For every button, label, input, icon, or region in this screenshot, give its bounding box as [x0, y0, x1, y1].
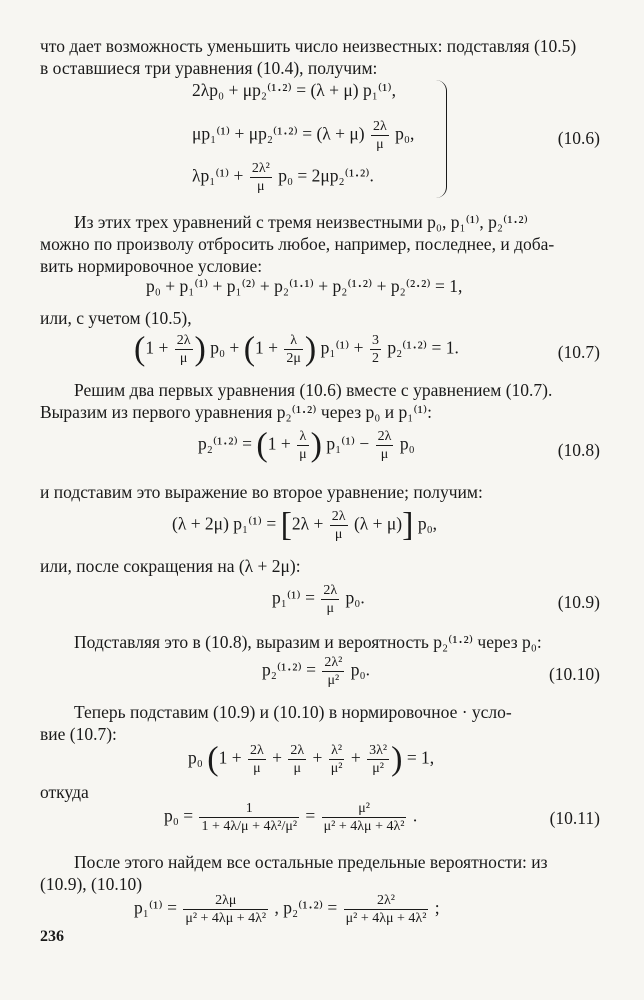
normalization-condition: p₀ + p₁⁽¹⁾ + p₁⁽²⁾ + p₂⁽¹·¹⁾ + p₂⁽¹·²⁾ + p₂⁽²·²⁾ = 1, [146, 276, 463, 296]
paren: ( [207, 740, 219, 778]
equation-10-10 [262, 654, 370, 689]
denominator: μ [376, 137, 384, 152]
text-line: Решим два первых уравнения (10.6) вместе с уравнением (10.7). [74, 380, 553, 400]
page-number: 236 [40, 928, 64, 945]
equation-number: (10.9) [557, 592, 600, 612]
fraction [371, 118, 389, 153]
eq-part: p₂⁽¹·²⁾ = [262, 659, 317, 680]
equation-10-6-c [192, 160, 374, 195]
fraction [330, 508, 348, 543]
numerator: 2λ² [251, 161, 270, 176]
denominator: μ [326, 601, 334, 616]
eq-part: = [305, 805, 316, 826]
equation-final [134, 892, 440, 927]
numerator: 2λμ [183, 892, 268, 910]
equation-10-9 [272, 582, 365, 617]
text-line: или, после сокращения на (λ + 2μ): [40, 556, 301, 576]
eq-part: ; [434, 897, 440, 918]
text-line: Из этих трех уравнений с тремя неизвестными p₀, p₁⁽¹⁾, p₂⁽¹·²⁾ [74, 212, 528, 232]
bracket: ] [402, 506, 414, 544]
denominator: μ [334, 527, 343, 542]
equation-10-7 [134, 332, 459, 367]
text-line: вить нормировочное условие: [40, 256, 263, 276]
denominator: 1 + 4λ/μ + 4λ²/μ² [201, 819, 298, 834]
text-line: что дает возможность уменьшить число неизвестных: подставляя (10.5) [40, 36, 577, 56]
eq-part: (λ + μ) [353, 513, 403, 534]
fraction [183, 892, 268, 927]
equation-10-6-a: 2λp₀ + μp₂⁽¹·²⁾ = (λ + μ) p₁⁽¹⁾, [192, 80, 397, 100]
fraction [376, 428, 394, 463]
eq-part: = 1, [406, 747, 435, 768]
fraction [367, 742, 389, 777]
numerator: 1 [199, 800, 299, 818]
paren: ) [194, 330, 206, 368]
eq-part: 1 + [145, 337, 169, 358]
eq-part: p₀, [395, 123, 415, 144]
eq-part: 1 + [267, 433, 291, 454]
denominator: 2μ [286, 351, 301, 366]
eq-part: p₂⁽¹·²⁾ = 1. [387, 337, 459, 358]
eq-part: 2λ + [291, 513, 324, 534]
eq-part: (λ + 2μ) p₁⁽¹⁾ = [172, 513, 277, 534]
equation-10-8 [198, 428, 415, 463]
text-line: откуда [40, 782, 89, 802]
eq-part: . [412, 805, 418, 826]
paren: ( [134, 330, 146, 368]
numerator: 2λ [290, 743, 305, 758]
eq-part: p₀ = 2μp₂⁽¹·²⁾. [278, 165, 374, 186]
numerator: λ² [329, 742, 345, 760]
text-line: Подставляя это в (10.8), выразим и вероятность p₂⁽¹·²⁾ через p₀: [74, 632, 542, 652]
eq-part: p₀. [350, 659, 370, 680]
paren: ( [256, 426, 268, 464]
denominator: μ [293, 761, 302, 776]
paren: ) [304, 330, 317, 368]
denominator: μ [380, 447, 389, 462]
fraction [199, 800, 299, 835]
eq-part: p₁⁽¹⁾ = [272, 587, 315, 608]
equation-substitution [172, 508, 437, 543]
text-line: в оставшиеся три уравнения (10.4), получим: [40, 58, 378, 78]
text-line: Теперь подставим (10.9) и (10.10) в нормировочное · усло- [74, 702, 512, 722]
numerator: 2λ² [344, 892, 429, 910]
equation-number: (10.10) [548, 664, 600, 684]
numerator: 2λ² [324, 655, 343, 670]
numerator: 3 [371, 333, 379, 348]
eq-part: p₂⁽¹·²⁾ = [283, 897, 338, 918]
equation-normalization-substituted [188, 742, 434, 777]
text-line: После этого найдем все остальные предельные вероятности: из [74, 852, 548, 872]
eq-part: + [312, 747, 323, 768]
eq-part: 1 + [218, 747, 242, 768]
numerator: 2λ [323, 583, 338, 598]
denominator: μ² + 4λμ + 4λ² [345, 911, 427, 926]
numerator: μ² [322, 800, 407, 818]
equation-number: (10.11) [549, 808, 600, 828]
fraction [329, 742, 345, 777]
eq-part: p₂⁽¹·²⁾ = [198, 433, 253, 454]
text-line: Выразим из первого уравнения p₂⁽¹·²⁾ через p₀ и p₁⁽¹⁾: [40, 402, 433, 422]
eq-part: p₀ [399, 433, 415, 454]
equation-number: (10.8) [557, 440, 600, 460]
numerator: 2λ [331, 509, 346, 524]
bracket: [ [280, 506, 292, 544]
denominator: μ [253, 761, 261, 776]
denominator: μ² [372, 761, 384, 776]
fraction [250, 160, 272, 195]
eq-part: p₀ [188, 747, 203, 768]
numerator: λ [297, 428, 309, 446]
numerator: 3λ² [369, 743, 388, 758]
text-line: и подставим это выражение во второе уравнение; получим: [40, 482, 483, 502]
eq-part: p₁⁽¹⁾ − [326, 433, 370, 454]
equation-number: (10.7) [557, 342, 600, 362]
denominator: μ² [330, 761, 343, 776]
denominator: μ [299, 447, 307, 462]
fraction [322, 800, 407, 835]
fraction [175, 332, 193, 367]
text-line: или, с учетом (10.5), [40, 308, 192, 328]
numerator: 2λ [176, 333, 191, 348]
text-line: вие (10.7): [40, 724, 117, 744]
fraction [248, 742, 266, 777]
fraction [288, 742, 306, 777]
denominator: 2 [371, 351, 379, 366]
equation-10-11 [164, 800, 417, 835]
eq-part: 1 + [255, 337, 279, 358]
eq-part: p₀ + [210, 337, 240, 358]
eq-part: p₀, [417, 513, 438, 534]
numerator: 2λ [372, 119, 387, 134]
fraction [322, 654, 344, 689]
fraction [284, 332, 303, 367]
fraction [297, 428, 309, 463]
eq-part: λp₁⁽¹⁾ + [192, 165, 244, 186]
eq-part: p₁⁽¹⁾ + [320, 337, 364, 358]
text-line: (10.9), (10.10) [40, 874, 143, 894]
paren: ) [391, 740, 403, 778]
numerator: 2λ [249, 743, 264, 758]
denominator: μ [257, 179, 265, 194]
eq-part: + [350, 747, 361, 768]
eq-part: p₀. [345, 587, 365, 608]
equation-number: (10.6) [557, 128, 600, 148]
text-line: можно по произволу отбросить любое, например, последнее, и доба- [40, 234, 555, 254]
denominator: μ² + 4λμ + 4λ² [323, 819, 405, 834]
fraction [370, 332, 381, 367]
fraction [344, 892, 429, 927]
numerator: λ [284, 332, 303, 350]
paren: ) [310, 426, 322, 464]
eq-part: μp₁⁽¹⁾ + μp₂⁽¹·²⁾ = (λ + μ) [192, 123, 365, 144]
eq-part: p₁⁽¹⁾ = [134, 897, 177, 918]
numerator: 2λ [377, 429, 392, 444]
fraction [321, 582, 339, 617]
denominator: μ² + 4λμ + 4λ² [185, 911, 267, 926]
eq-part: p₀ = [164, 805, 194, 826]
eq-part: , [274, 897, 279, 918]
denominator: μ² [327, 673, 340, 688]
right-brace [436, 80, 447, 198]
denominator: μ [179, 351, 188, 366]
equation-10-6-b [192, 118, 414, 153]
eq-part: + [272, 747, 282, 768]
paren: ( [243, 330, 256, 368]
